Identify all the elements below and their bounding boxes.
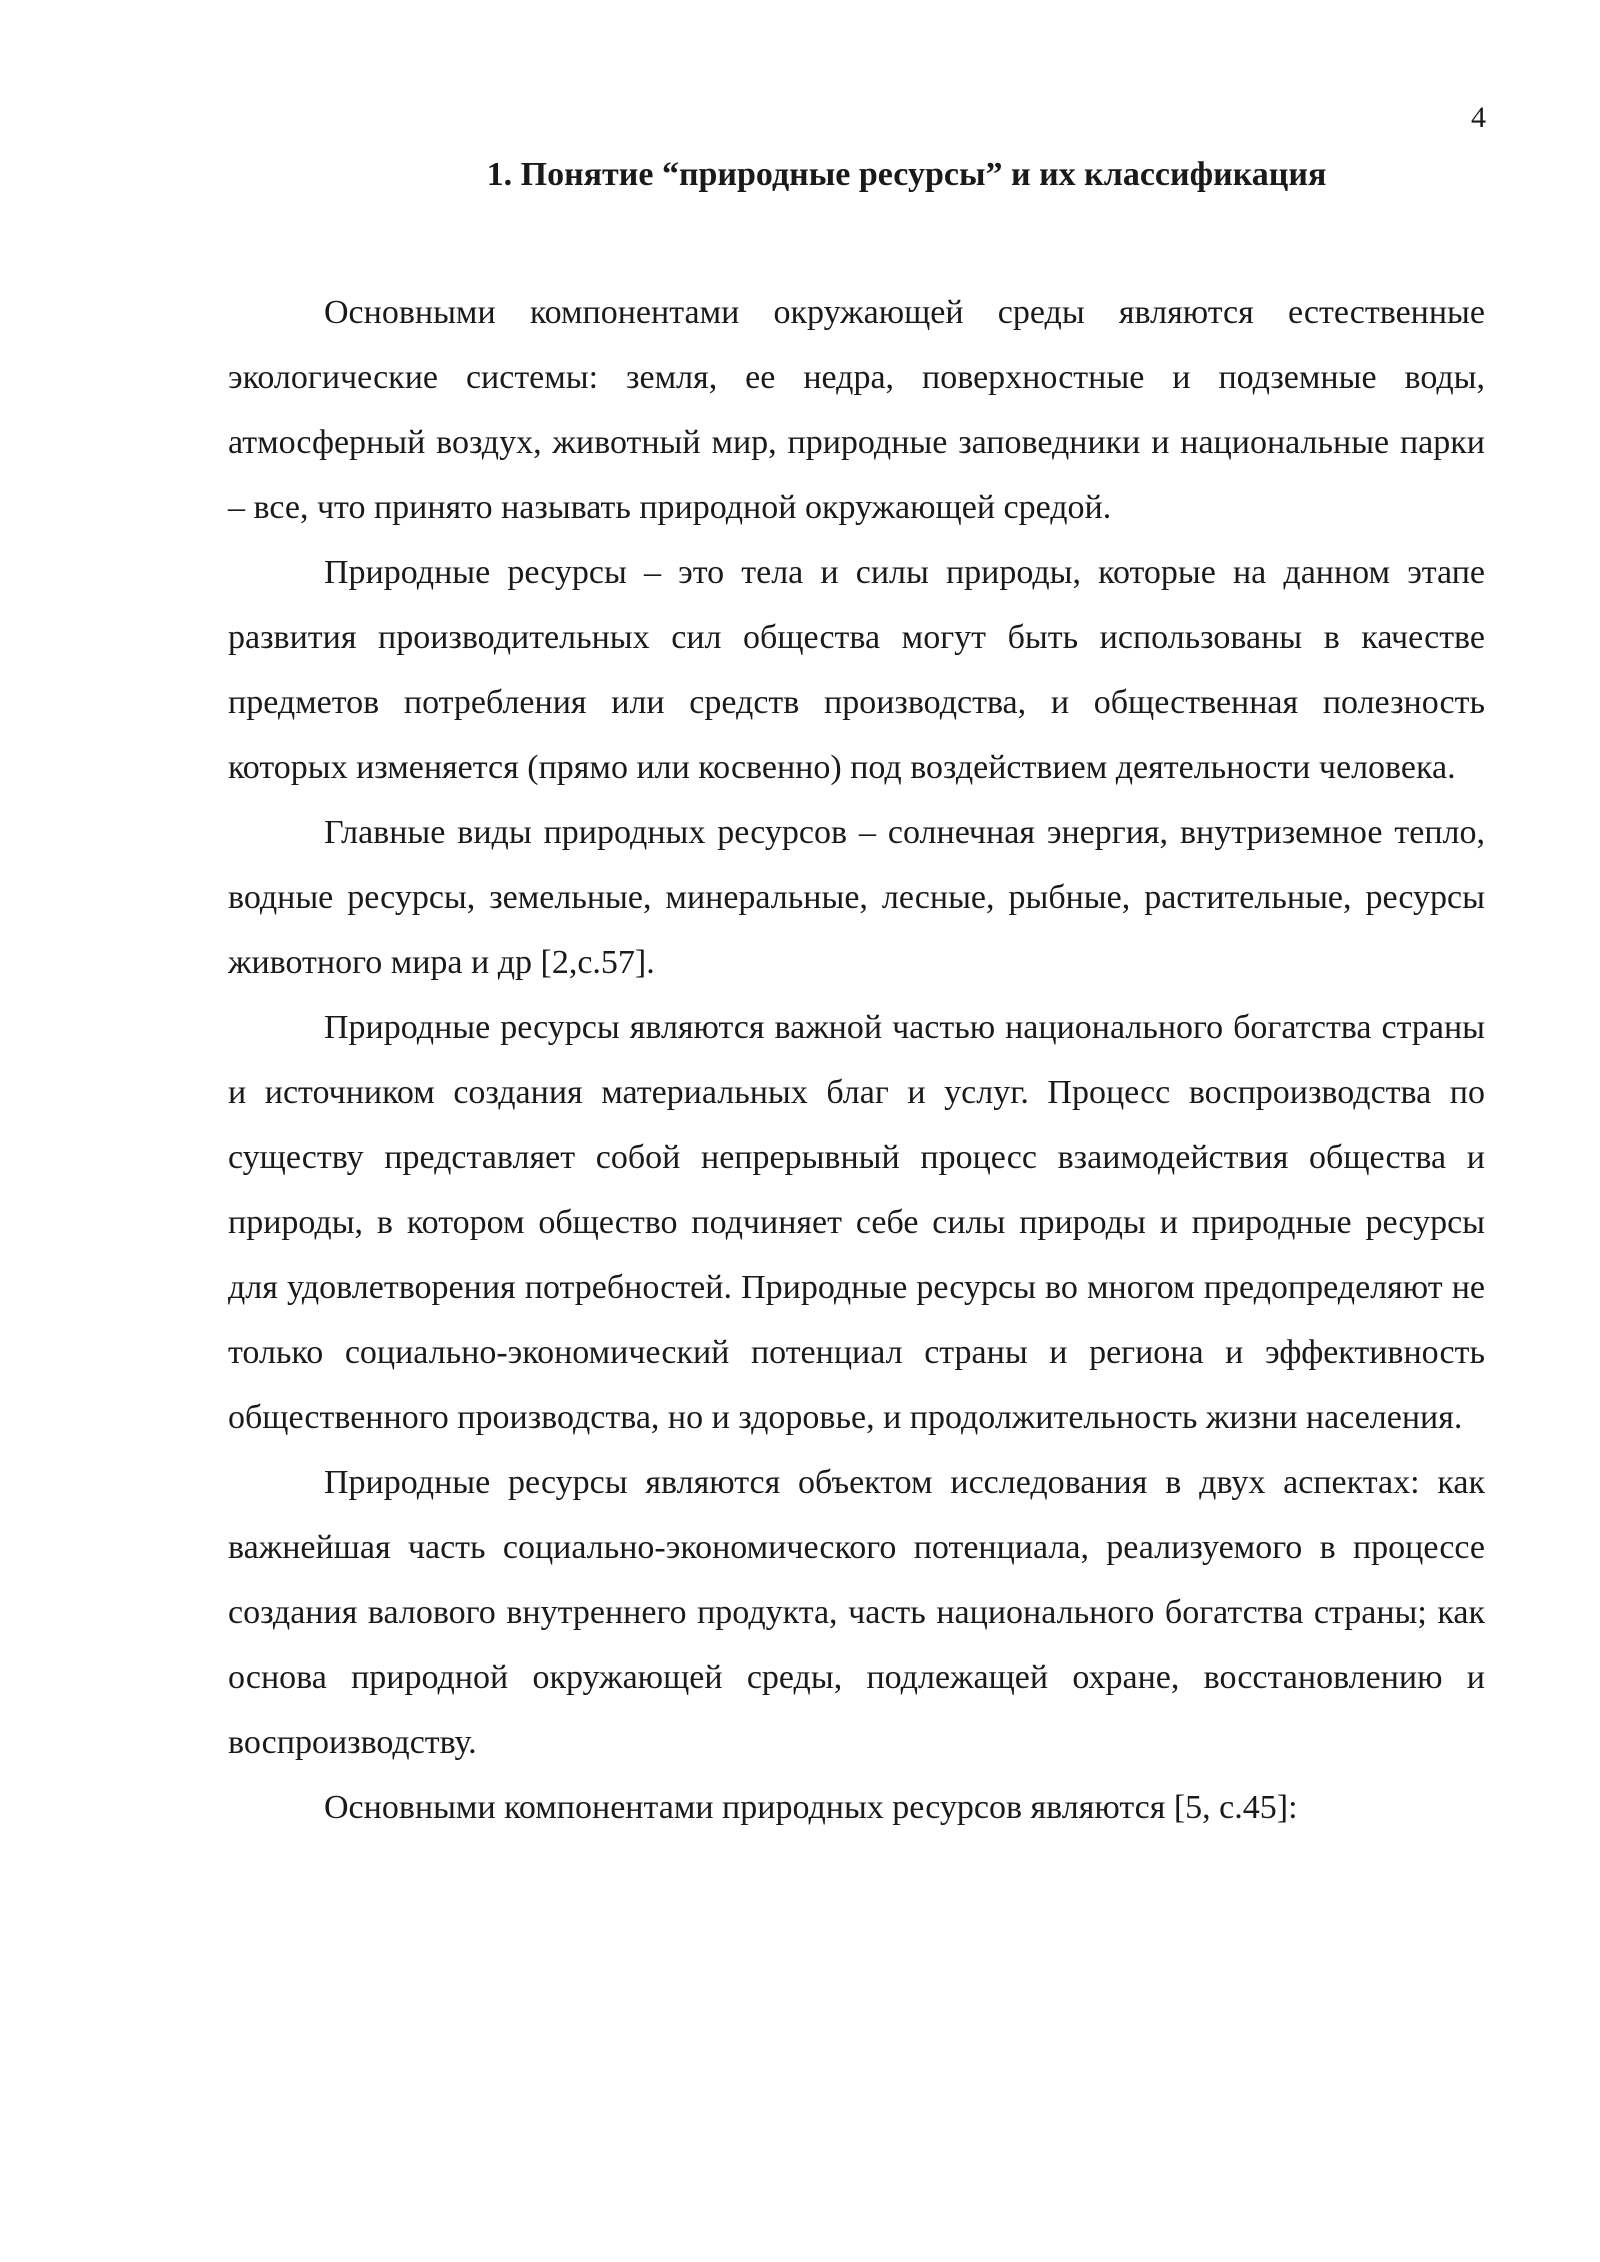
paragraph: Основными компонентами природных ресурсов являются [5, с.45]: (324, 1789, 1298, 1826)
paragraph: Главные виды природных ресурсов – солнечная энергия, внутриземное тепло, водные ресурсы, земельные, минеральные, лесные, рыбные, растительные, ресурсы животного мира и др [2,с.57]. (228, 814, 1485, 981)
paragraph: Основными компонентами окружающей среды являются естественные экологические системы: земля, ее недра, поверхностные и подземные воды, атмосферный воздух, животный мир, природные заповедники и национальные парки – все, что принято называть природной окружающей средой. (228, 294, 1485, 526)
section-title: 1. Понятие “природные ресурсы” и их классификация (486, 156, 1327, 193)
body-text (228, 280, 1485, 1840)
paragraph: Природные ресурсы являются важной частью национального богатства страны и источником создания материальных благ и услуг. Процесс воспроизводства по существу представляет собой непрерывный процесс взаимодействия общества и природы, в котором общество подчиняет себе силы природы и природные ресурсы для удовлетворения потребностей. Природные ресурсы во многом предопределяют не только социально-экономический потенциал страны и региона и эффективность общественного производства, но и здоровье, и продолжительность жизни населения. (228, 1009, 1485, 1436)
paragraph: Природные ресурсы – это тела и силы природы, которые на данном этапе развития производительных сил общества могут быть использованы в качестве предметов потребления или средств производства, и общественная полезность которых изменяется (прямо или косвенно) под воздействием деятельности человека. (228, 554, 1485, 786)
page-number: 4 (1471, 101, 1486, 134)
paragraph: Природные ресурсы являются объектом исследования в двух аспектах: как важнейшая часть социально-экономического потенциала, реализуемого в процессе создания валового внутреннего продукта, часть национального богатства страны; как основа природной окружающей среды, подлежащей охране, восстановлению и воспроизводству. (228, 1464, 1485, 1761)
